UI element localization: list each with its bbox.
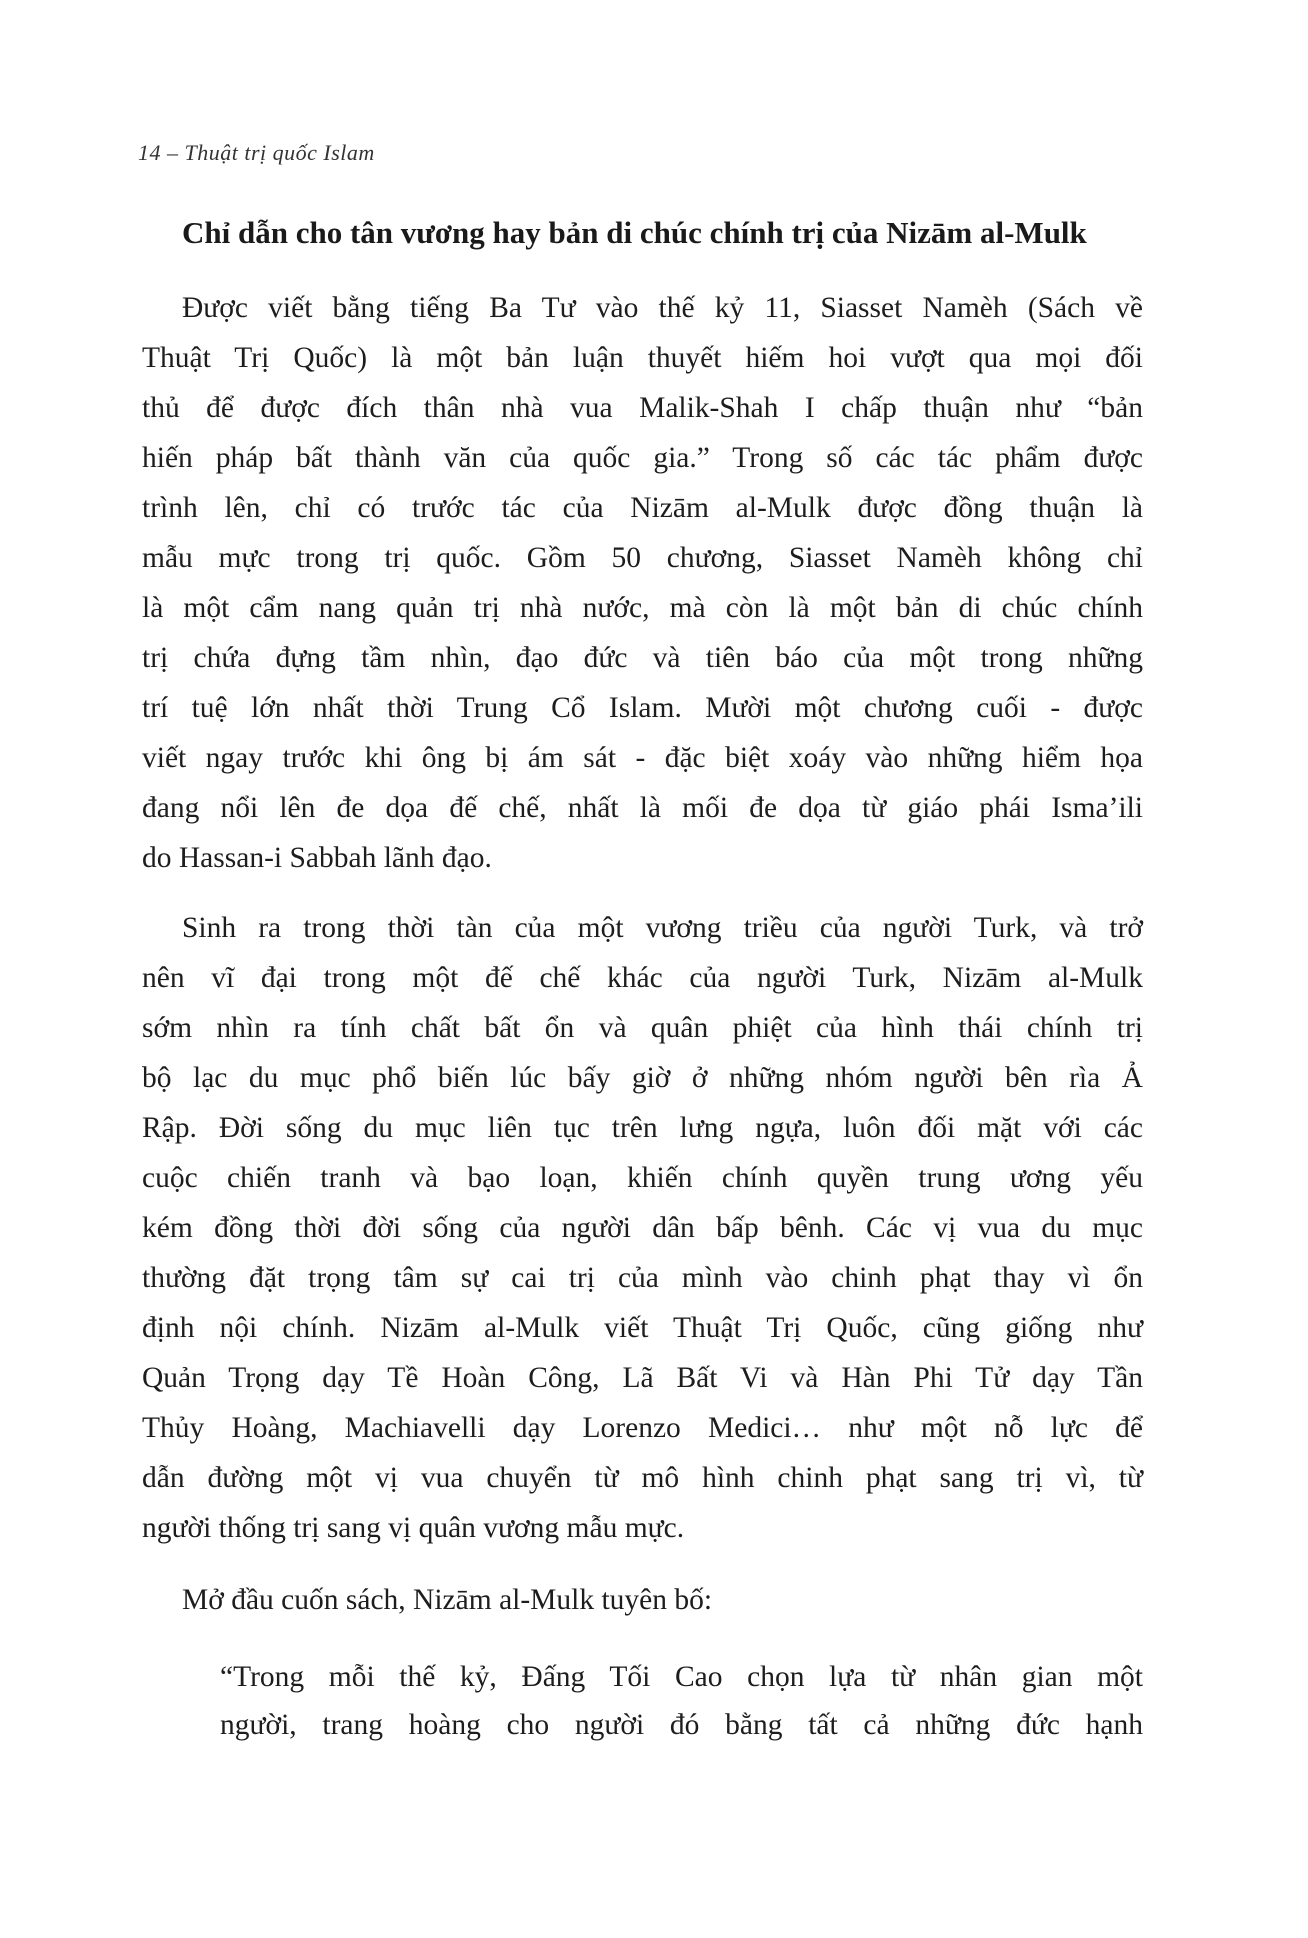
text-line: đang nổi lên đe dọa đế chế, nhất là mối đe dọa từ giáo phái Isma’ili <box>142 792 1143 824</box>
text-line: định nội chính. Nizām al-Mulk viết Thuật Trị Quốc, cũng giống như <box>142 1312 1143 1344</box>
text-line: Thủy Hoàng, Machiavelli dạy Lorenzo Medici… như một nỗ lực để <box>142 1412 1143 1444</box>
text-line: dẫn đường một vị vua chuyển từ mô hình chinh phạt sang trị vì, từ <box>142 1462 1143 1494</box>
text-line: bộ lạc du mục phổ biến lúc bấy giờ ở những nhóm người bên rìa Ả <box>142 1062 1143 1094</box>
quote-line: người, trang hoàng cho người đó bằng tất cả những đức hạnh <box>220 1709 1143 1741</box>
paragraph-2 <box>142 903 1143 1553</box>
block-quote <box>220 1653 1143 1749</box>
text-line: do Hassan-i Sabbah lãnh đạo. <box>142 842 492 874</box>
quote-line: “Trong mỗi thế kỷ, Đấng Tối Cao chọn lựa từ nhân gian một <box>220 1661 1143 1693</box>
paragraph-1 <box>142 283 1143 883</box>
text-line: hiến pháp bất thành văn của quốc gia.” Trong số các tác phẩm được <box>142 442 1143 474</box>
text-line: người thống trị sang vị quân vương mẫu mực. <box>142 1512 685 1544</box>
text-line: Thuật Trị Quốc) là một bản luận thuyết hiếm hoi vượt qua mọi đối <box>142 342 1143 374</box>
text-line: nên vĩ đại trong một đế chế khác của người Turk, Nizām al-Mulk <box>142 962 1143 994</box>
text-line: Mở đầu cuốn sách, Nizām al-Mulk tuyên bố: <box>182 1584 713 1616</box>
text-line: kém đồng thời đời sống của người dân bấp bênh. Các vị vua du mục <box>142 1212 1143 1244</box>
text-line: viết ngay trước khi ông bị ám sát - đặc biệt xoáy vào những hiểm họa <box>142 742 1143 774</box>
text-line: Được viết bằng tiếng Ba Tư vào thế kỷ 11, Siasset Namèh (Sách về <box>182 292 1143 324</box>
section-heading: Chỉ dẫn cho tân vương hay bản di chúc chính trị của Nizām al-Mulk <box>182 215 1087 250</box>
text-line: trình lên, chỉ có trước tác của Nizām al-Mulk được đồng thuận là <box>142 492 1143 524</box>
text-line: mẫu mực trong trị quốc. Gồm 50 chương, Siasset Namèh không chỉ <box>142 542 1143 574</box>
running-head: 14 – Thuật trị quốc Islam <box>138 140 375 165</box>
paragraph-3 <box>142 1575 1143 1625</box>
text-line: Quản Trọng dạy Tề Hoàn Công, Lã Bất Vi và Hàn Phi Tử dạy Tần <box>142 1362 1143 1394</box>
text-line: Rập. Đời sống du mục liên tục trên lưng ngựa, luôn đối mặt với các <box>142 1112 1143 1144</box>
text-line: sớm nhìn ra tính chất bất ổn và quân phiệt của hình thái chính trị <box>142 1012 1143 1044</box>
text-line: thủ để được đích thân nhà vua Malik-Shah I chấp thuận như “bản <box>142 392 1143 424</box>
text-line: thường đặt trọng tâm sự cai trị của mình vào chinh phạt thay vì ổn <box>142 1262 1143 1294</box>
text-line: cuộc chiến tranh và bạo loạn, khiến chính quyền trung ương yếu <box>142 1162 1143 1194</box>
text-line: là một cẩm nang quản trị nhà nước, mà còn là một bản di chúc chính <box>142 592 1143 624</box>
text-line: trị chứa đựng tầm nhìn, đạo đức và tiên báo của một trong những <box>142 642 1143 674</box>
text-line: trí tuệ lớn nhất thời Trung Cổ Islam. Mười một chương cuối - được <box>142 692 1143 724</box>
text-line: Sinh ra trong thời tàn của một vương triều của người Turk, và trở <box>182 912 1143 944</box>
